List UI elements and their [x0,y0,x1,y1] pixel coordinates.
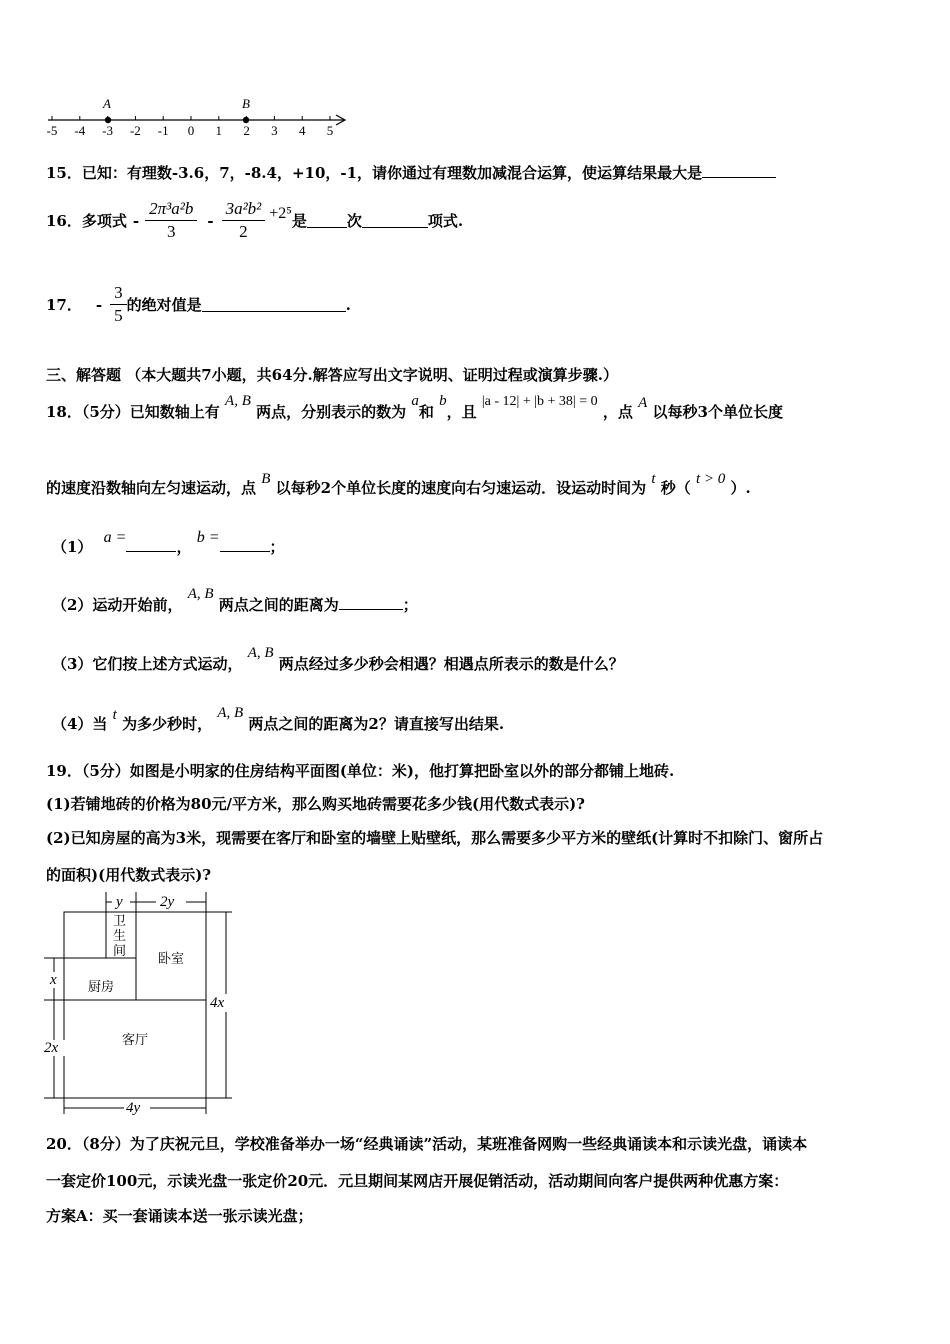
q18-point-a: A [638,395,648,411]
q16-ci: 次 [346,212,362,230]
q16-fraction-2 [222,198,266,243]
q18-a: a [411,393,419,409]
number-line-tick-label: -2 [129,123,141,138]
q18-line2-part3: 秒（ [660,479,691,497]
dim-x: x [50,972,57,988]
q18-sub1-blank-a[interactable] [126,537,176,552]
q19-line-3: (2)已知房屋的高为3米，现需要在客厅和卧室的墙壁上贴壁纸，那么需要多少平方米的壁纸(计算时不扣除门、窗所占 [46,829,824,847]
bedroom-label: 卧室 [158,951,185,966]
q18-sub2-end: ； [402,596,418,614]
q16-fraction-1 [145,198,197,243]
q16-frac2-num: 3a²b² [222,198,266,221]
point-b-dot [243,117,249,123]
q18-part2: 两点，分别表示的数为 [256,403,407,421]
q18-part5: 以每秒3个单位长度 [652,403,783,421]
q18-sub1-b: b = [196,529,220,546]
q17-minus: - [95,295,103,314]
q18-line2-part2: 以每秒2个单位长度的速度向右匀速运动．设运动时间为 [275,479,647,497]
bathroom-label-1: 卫 [113,913,127,928]
number-line [40,92,360,140]
q18-sub4-mid: 为多少秒时， [122,715,213,733]
dim-2x: 2x [44,1040,59,1056]
q16-tail: +2⁵ [269,204,292,222]
question-18-line-1 [46,393,783,422]
q18-line2-part4: ）. [730,479,751,497]
q18-sub3-ab: A, B [247,645,274,661]
q18-sub4-t: t [112,707,117,723]
q18-he: 和 [418,403,434,421]
q18-sub4-ab: A, B [217,705,244,721]
q17-fraction [110,282,127,327]
question-15 [46,162,776,183]
q16-frac2-den: 2 [239,222,248,241]
q17-frac-num: 3 [110,282,127,305]
number-line-tick-label: -3 [102,123,114,138]
point-a-dot [105,117,111,123]
number-line-tick-label: -5 [46,123,58,138]
q18-b: b [439,393,447,409]
q18-sub4-post: 两点之间的距离为2？请直接写出结果. [248,715,505,733]
q18-sub3-pre: （3）它们按上述方式运动， [52,655,243,673]
q18-sub-2 [52,586,418,615]
number-line-tick-label: -4 [74,123,86,138]
q18-part4: ，点 [602,403,633,421]
dim-4x: 4x [210,995,225,1011]
q18-line2-part1: 的速度沿数轴向左匀速运动，点 [46,479,257,497]
q16-label: 16．多项式 [46,212,127,230]
q18-sub-3 [52,645,624,674]
number-line-tick-label: 2 [243,123,250,138]
q19-line-2: (1)若铺地砖的价格为80元/平方米，那么购买地砖需要花多少钱(用代数式表示)? [46,795,585,813]
number-line-tick-label: 0 [187,123,195,138]
q17-text: 的绝对值是 [126,296,202,314]
bathroom-label-2: 生 [113,928,127,943]
q18-sub1-label: （1） [52,538,93,556]
living-room-label: 客厅 [122,1032,149,1047]
q18-sub1-a: a = [103,529,127,546]
number-line-tick-label: 5 [326,123,334,138]
q18-sub2-post: 两点之间的距离为 [218,596,339,614]
q20-line-2: 一套定价100元，示读光盘一张定价20元．元旦期间某网店开展促销活动，活动期间向客户提供两种优惠方案： [46,1172,789,1190]
q16-blank-degree[interactable] [307,213,347,228]
q16-frac1-den: 3 [166,222,176,241]
q15-answer-blank[interactable] [702,163,776,178]
q18-part3: ，且 [446,403,477,421]
q18-sub2-pre: （2）运动开始前， [52,596,183,614]
q20-line-1: 20．（8分）为了庆祝元旦，学校准备举办一场“经典诵读”活动，某班准备网购一些经典诵读本和示读光盘，诵读本 [46,1135,808,1153]
q18-sub4-pre: （4）当 [52,715,108,733]
q18-sub3-post: 两点经过多少秒会相遇？相遇点所表示的数是什么？ [278,655,624,673]
q19-line-4: 的面积)(用代数式表示)? [46,866,212,884]
number-line-tick-label: 3 [271,123,278,138]
kitchen-label: 厨房 [88,979,115,994]
q18-sub1-blank-b[interactable] [220,537,270,552]
q18-t: t [651,471,656,487]
q17-label: 17． [46,296,82,314]
q16-minus-2: - [207,211,214,230]
q18-sub-4 [52,705,505,734]
dim-4y: 4y [126,1100,141,1116]
number-line-tick-label: -1 [157,123,169,138]
q18-sub1-end: ； [269,538,285,556]
question-16 [46,198,463,243]
dim-2y: 2y [160,894,175,910]
q18-t-condition: t > 0 [696,471,726,487]
dim-y: y [116,894,123,910]
q18-sub-1 [52,529,285,557]
q19-line-1: 19．（5分）如图是小明家的住房结构平面图(单位：米)，他打算把卧室以外的部分都铺上地砖. [46,762,675,780]
q16-xiangshi: 项式. [427,212,464,230]
q18-sub2-blank[interactable] [339,595,403,610]
number-line-tick-label: 4 [298,123,306,138]
q18-sub1-comma: ， [176,538,192,556]
q20-line-3: 方案A：买一套诵读本送一张示读光盘； [46,1207,313,1225]
q18-part1: 18．（5分）已知数轴上有 [46,403,220,421]
point-b-label: B [242,96,250,111]
question-17 [46,282,351,327]
q17-end: . [345,295,351,314]
q18-point-b: B [261,471,271,487]
q16-minus-1: - [132,211,140,230]
q15-text: 15．已知：有理数-3.6，7，-8.4，+10，-1，请你通过有理数加减混合运算，使运算结果最大是 [46,164,703,182]
q17-answer-blank[interactable] [202,297,346,312]
q16-frac1-num: 2π³a²b [145,198,197,221]
number-line-tick-label: 1 [215,123,223,138]
q17-frac-den: 5 [114,306,123,325]
section-3-title: 三、解答题 （本大题共7小题，共64分.解答应写出文字说明、证明过程或演算步骤.） [46,366,618,384]
point-a-label: A [103,96,111,111]
bathroom-label-3: 间 [113,943,127,958]
q18-ab: A, B [225,393,251,409]
q18-equation: |a - 12| + |b + 38| = 0 [481,394,598,409]
floor-plan [40,890,240,1118]
question-18-line-2 [46,471,751,498]
q16-is: 是 [291,212,307,230]
q16-blank-terms[interactable] [362,213,428,228]
q18-sub2-ab: A, B [187,586,214,602]
